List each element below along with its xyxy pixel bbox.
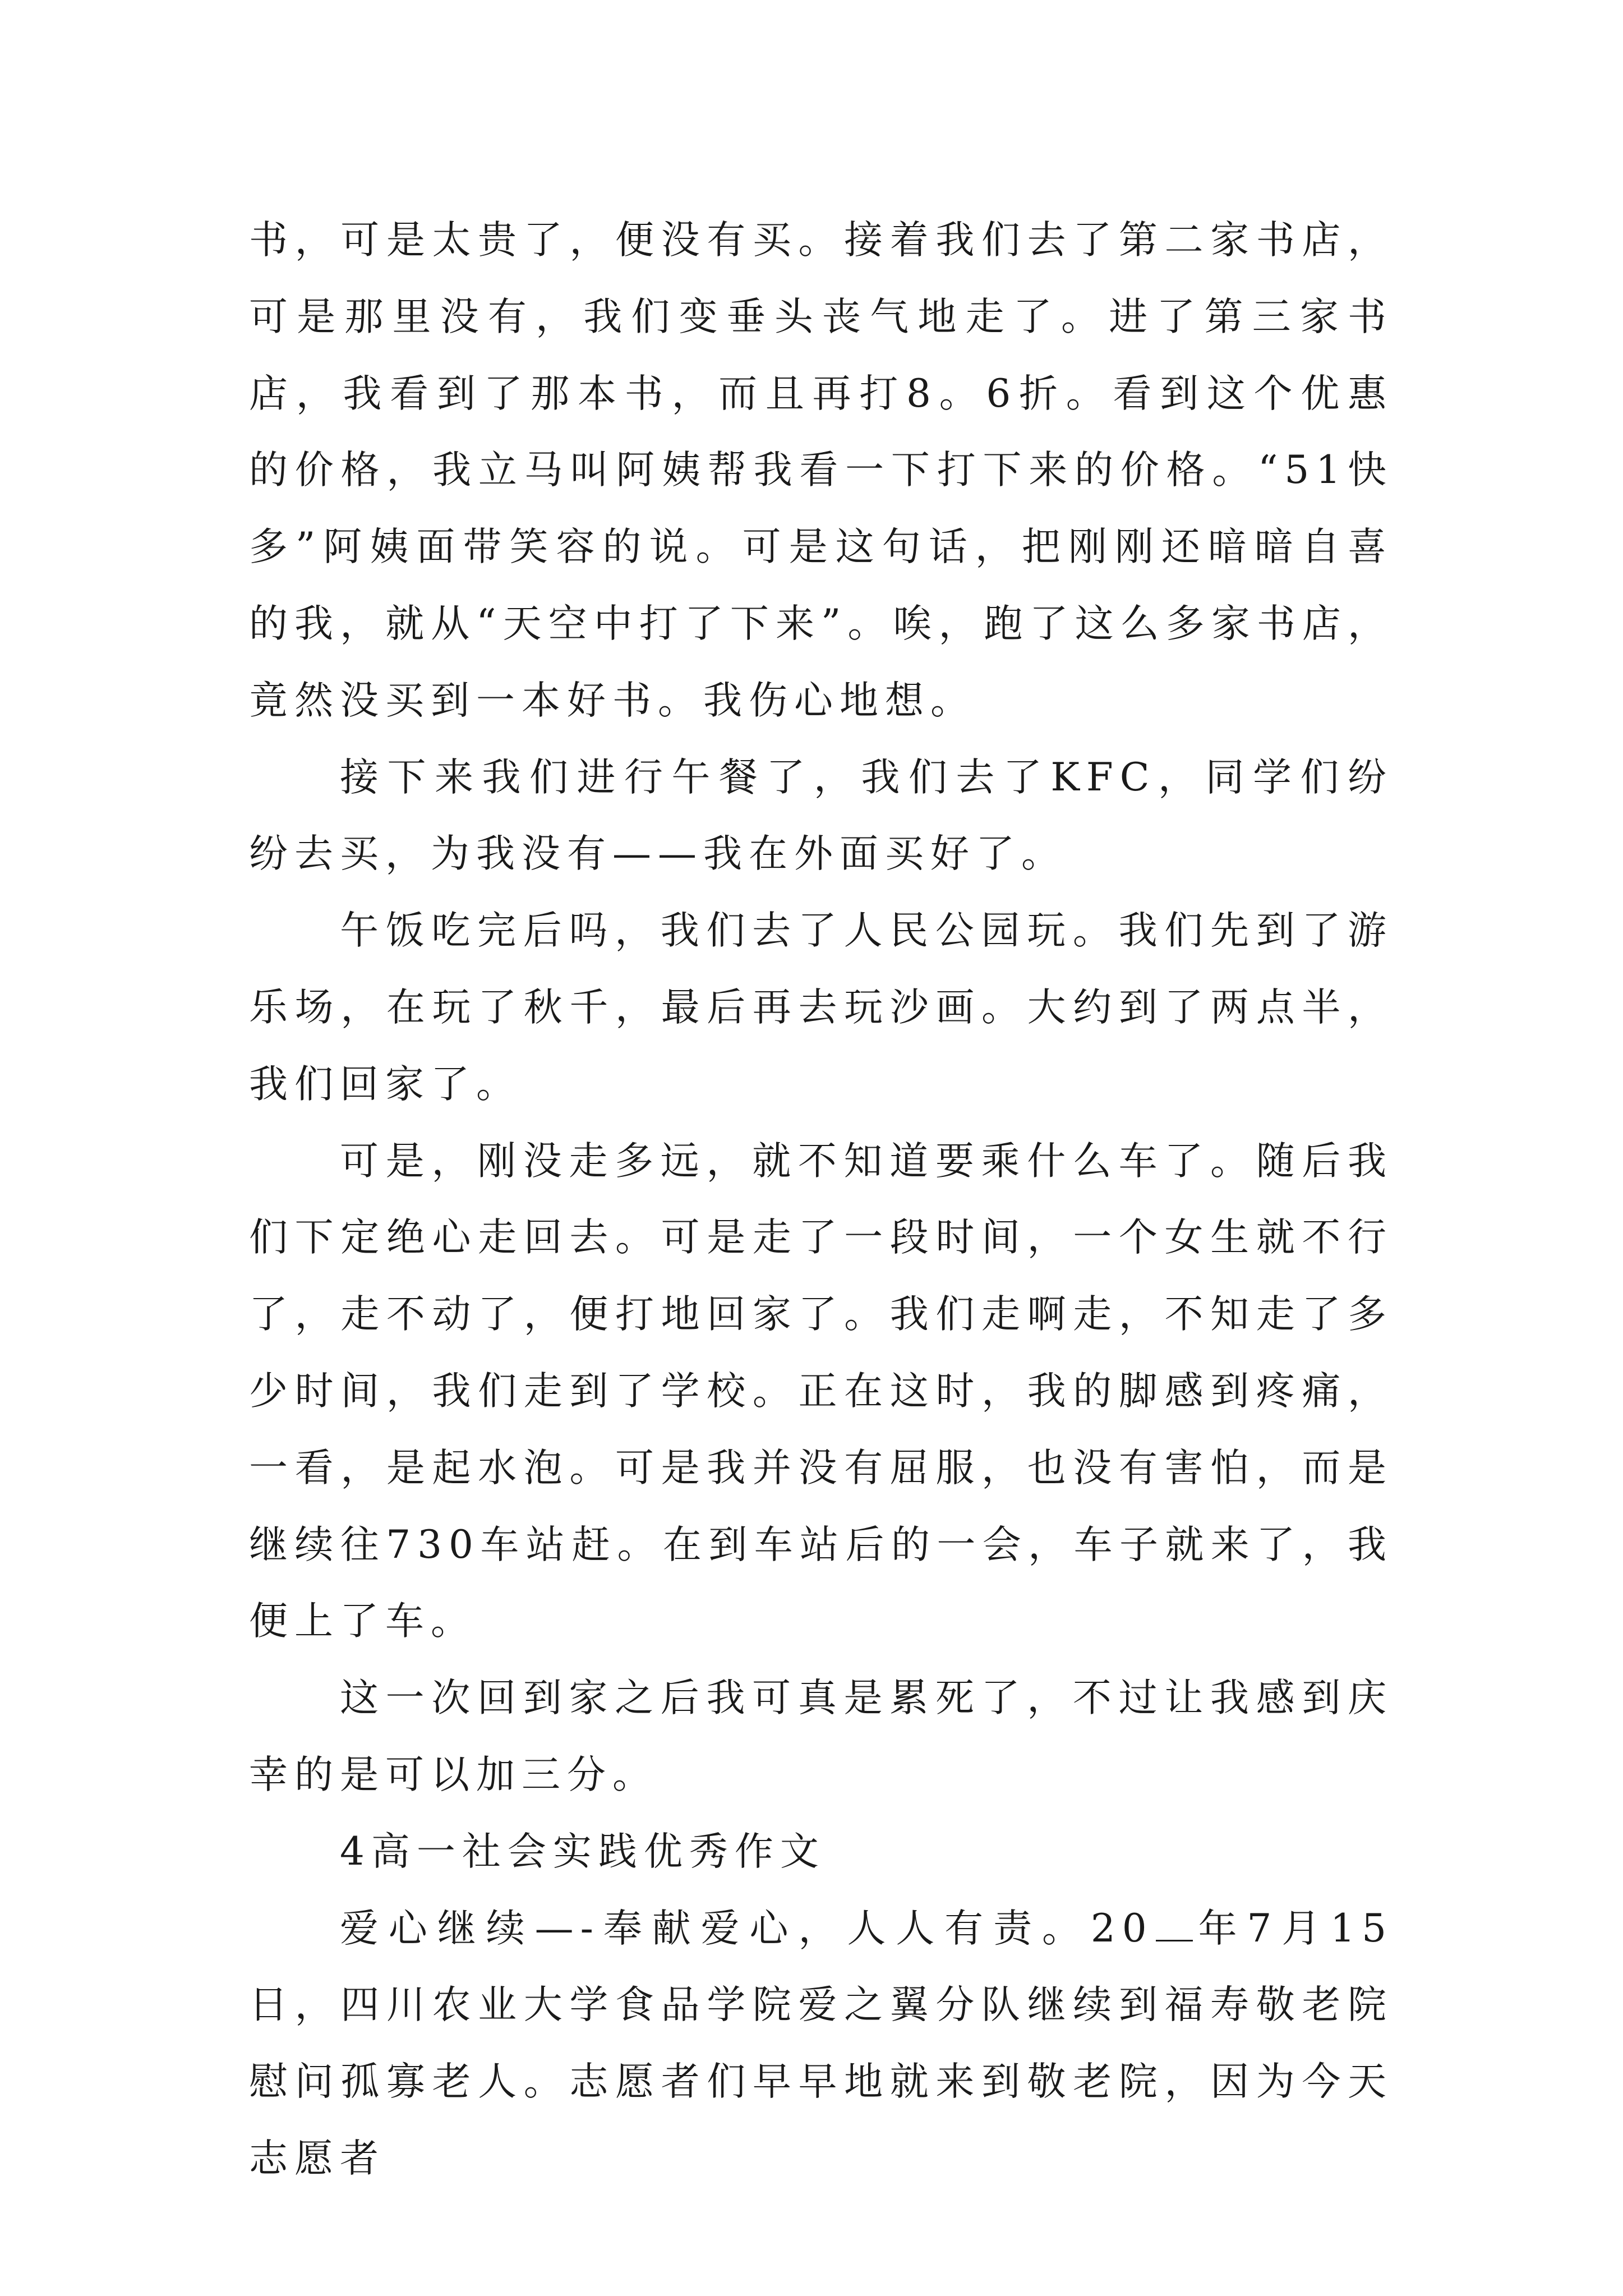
paragraph-4: 可是，刚没走多远，就不知道要乘什么车了。随后我们下定绝心走回去。可是走了一段时间，一个女生就不行了，走不动了，便打地回家了。我们走啊走，不知走了多少时间，我们走到了学校。正在这时，我的脚感到疼痛，一看，是起水泡。可是我并没有屈服，也没有害怕，而是继续往730车站赶。在到车站后的一会，车子就来了，我便上了车。 bbox=[249, 1138, 1393, 1644]
paragraph-7-part-1: 爱心继续—-奉献爱心，人人有责。20 bbox=[340, 1906, 1154, 1951]
paragraph-7 bbox=[249, 1890, 1393, 2197]
paragraph-7-part-2: 年7月15日，四川农业大学食品学院爱之翼分队继续到福寿敬老院慰问孤寡老人。志愿者们早早地就来到敬老院，因为今天志愿者 bbox=[249, 1906, 1393, 2181]
paragraph-5: 这一次回到家之后我可真是累死了，不过让我感到庆幸的是可以加三分。 bbox=[249, 1676, 1393, 1797]
year-blank bbox=[1156, 1907, 1193, 1941]
paragraph-2: 接下来我们进行午餐了，我们去了KFC，同学们纷纷去买，为我没有——我在外面买好了。 bbox=[249, 754, 1393, 877]
paragraph-1: 书，可是太贵了，便没有买。接着我们去了第二家书店，可是那里没有，我们变垂头丧气地走了。进了第三家书店，我看到了那本书，而且再打8。6折。看到这个优惠的价格，我立马叫阿姨帮我看一下打下来的价格。“51快多”阿姨面带笑容的说。可是这句话，把刚刚还暗暗自喜的我，就从“天空中打了下来”。唉，跑了这么多家书店，竟然没买到一本好书。我伤心地想。 bbox=[249, 218, 1393, 723]
paragraph-3: 午饭吃完后吗，我们去了人民公园玩。我们先到了游乐场，在玩了秋千，最后再去玩沙画。大约到了两点半，我们回家了。 bbox=[249, 908, 1393, 1107]
document-body bbox=[249, 202, 1393, 2197]
section-heading: 4高一社会实践优秀作文 bbox=[340, 1829, 826, 1874]
